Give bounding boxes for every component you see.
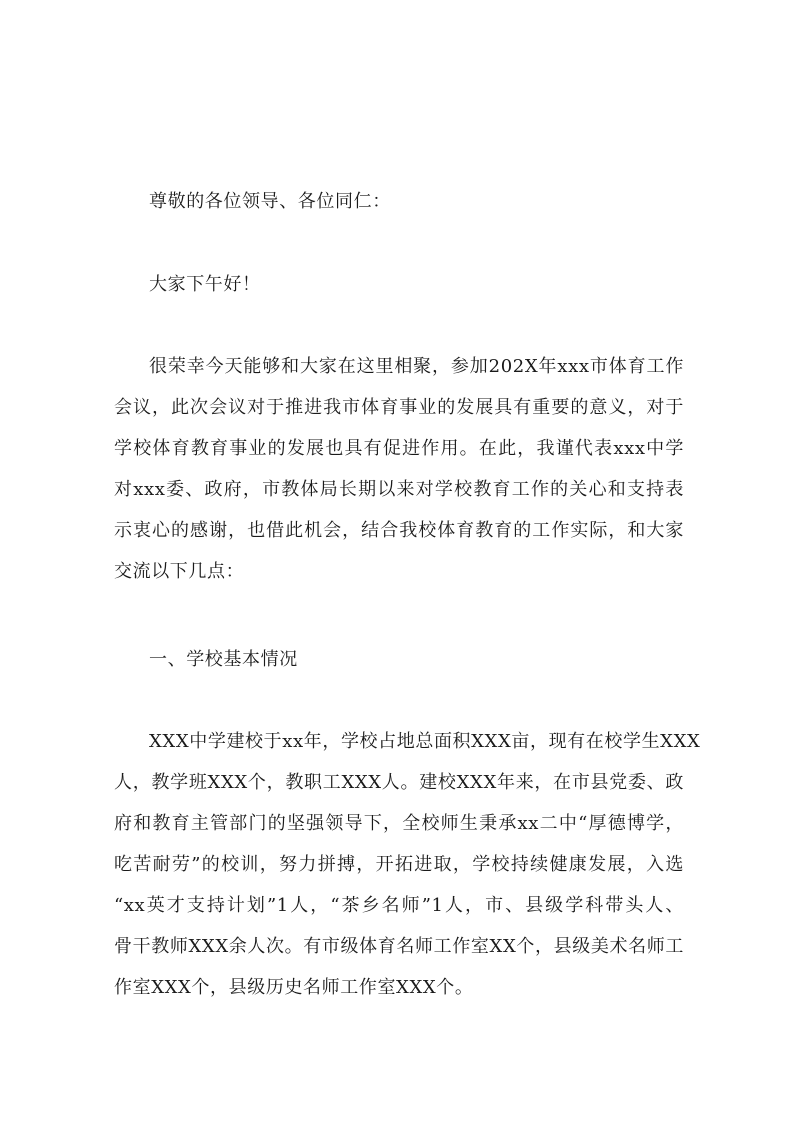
greeting: 大家下午好！ bbox=[149, 274, 261, 295]
paragraph-line: 对xxx委、政府，市教体局长期以来对学校教育工作的关心和支持表 bbox=[114, 479, 684, 500]
paragraph-line: “xx英才支持计划”1人，“茶乡名师”1人，市、县级学科带头人、 bbox=[114, 895, 684, 916]
paragraph-line: 作室XXX个，县级历史名师工作室XXX个。 bbox=[114, 977, 474, 998]
paragraph-line: 府和教育主管部门的坚强领导下，全校师生秉承xx二中“厚德博学， bbox=[114, 813, 684, 834]
paragraph-line: 示衷心的感谢，也借此机会，结合我校体育教育的工作实际，和大家 bbox=[114, 520, 684, 541]
paragraph-line: 交流以下几点： bbox=[114, 561, 245, 582]
paragraph-line: 人，教学班XXX个，教职工XXX人。建校XXX年来，在市县党委、政 bbox=[114, 772, 684, 793]
section-heading: 一、学校基本情况 bbox=[149, 649, 298, 670]
paragraph-line: XXX中学建校于xx年，学校占地总面积XXX亩，现有在校学生XXX bbox=[149, 731, 701, 752]
paragraph-line: 很荣幸今天能够和大家在这里相聚，参加202X年xxx市体育工作 bbox=[149, 356, 684, 377]
paragraph-line: 吃苦耐劳”的校训，努力拼搏，开拓进取，学校持续健康发展，入选 bbox=[114, 854, 684, 875]
paragraph-line: 会议，此次会议对于推进我市体育事业的发展具有重要的意义，对于 bbox=[114, 397, 684, 418]
paragraph-line: 学校体育教育事业的发展也具有促进作用。在此，我谨代表xxx中学 bbox=[114, 438, 684, 459]
paragraph-line: 骨干教师XXX余人次。有市级体育名师工作室XX个，县级美术名师工 bbox=[114, 936, 684, 957]
salutation: 尊敬的各位领导、各位同仁： bbox=[149, 191, 391, 212]
